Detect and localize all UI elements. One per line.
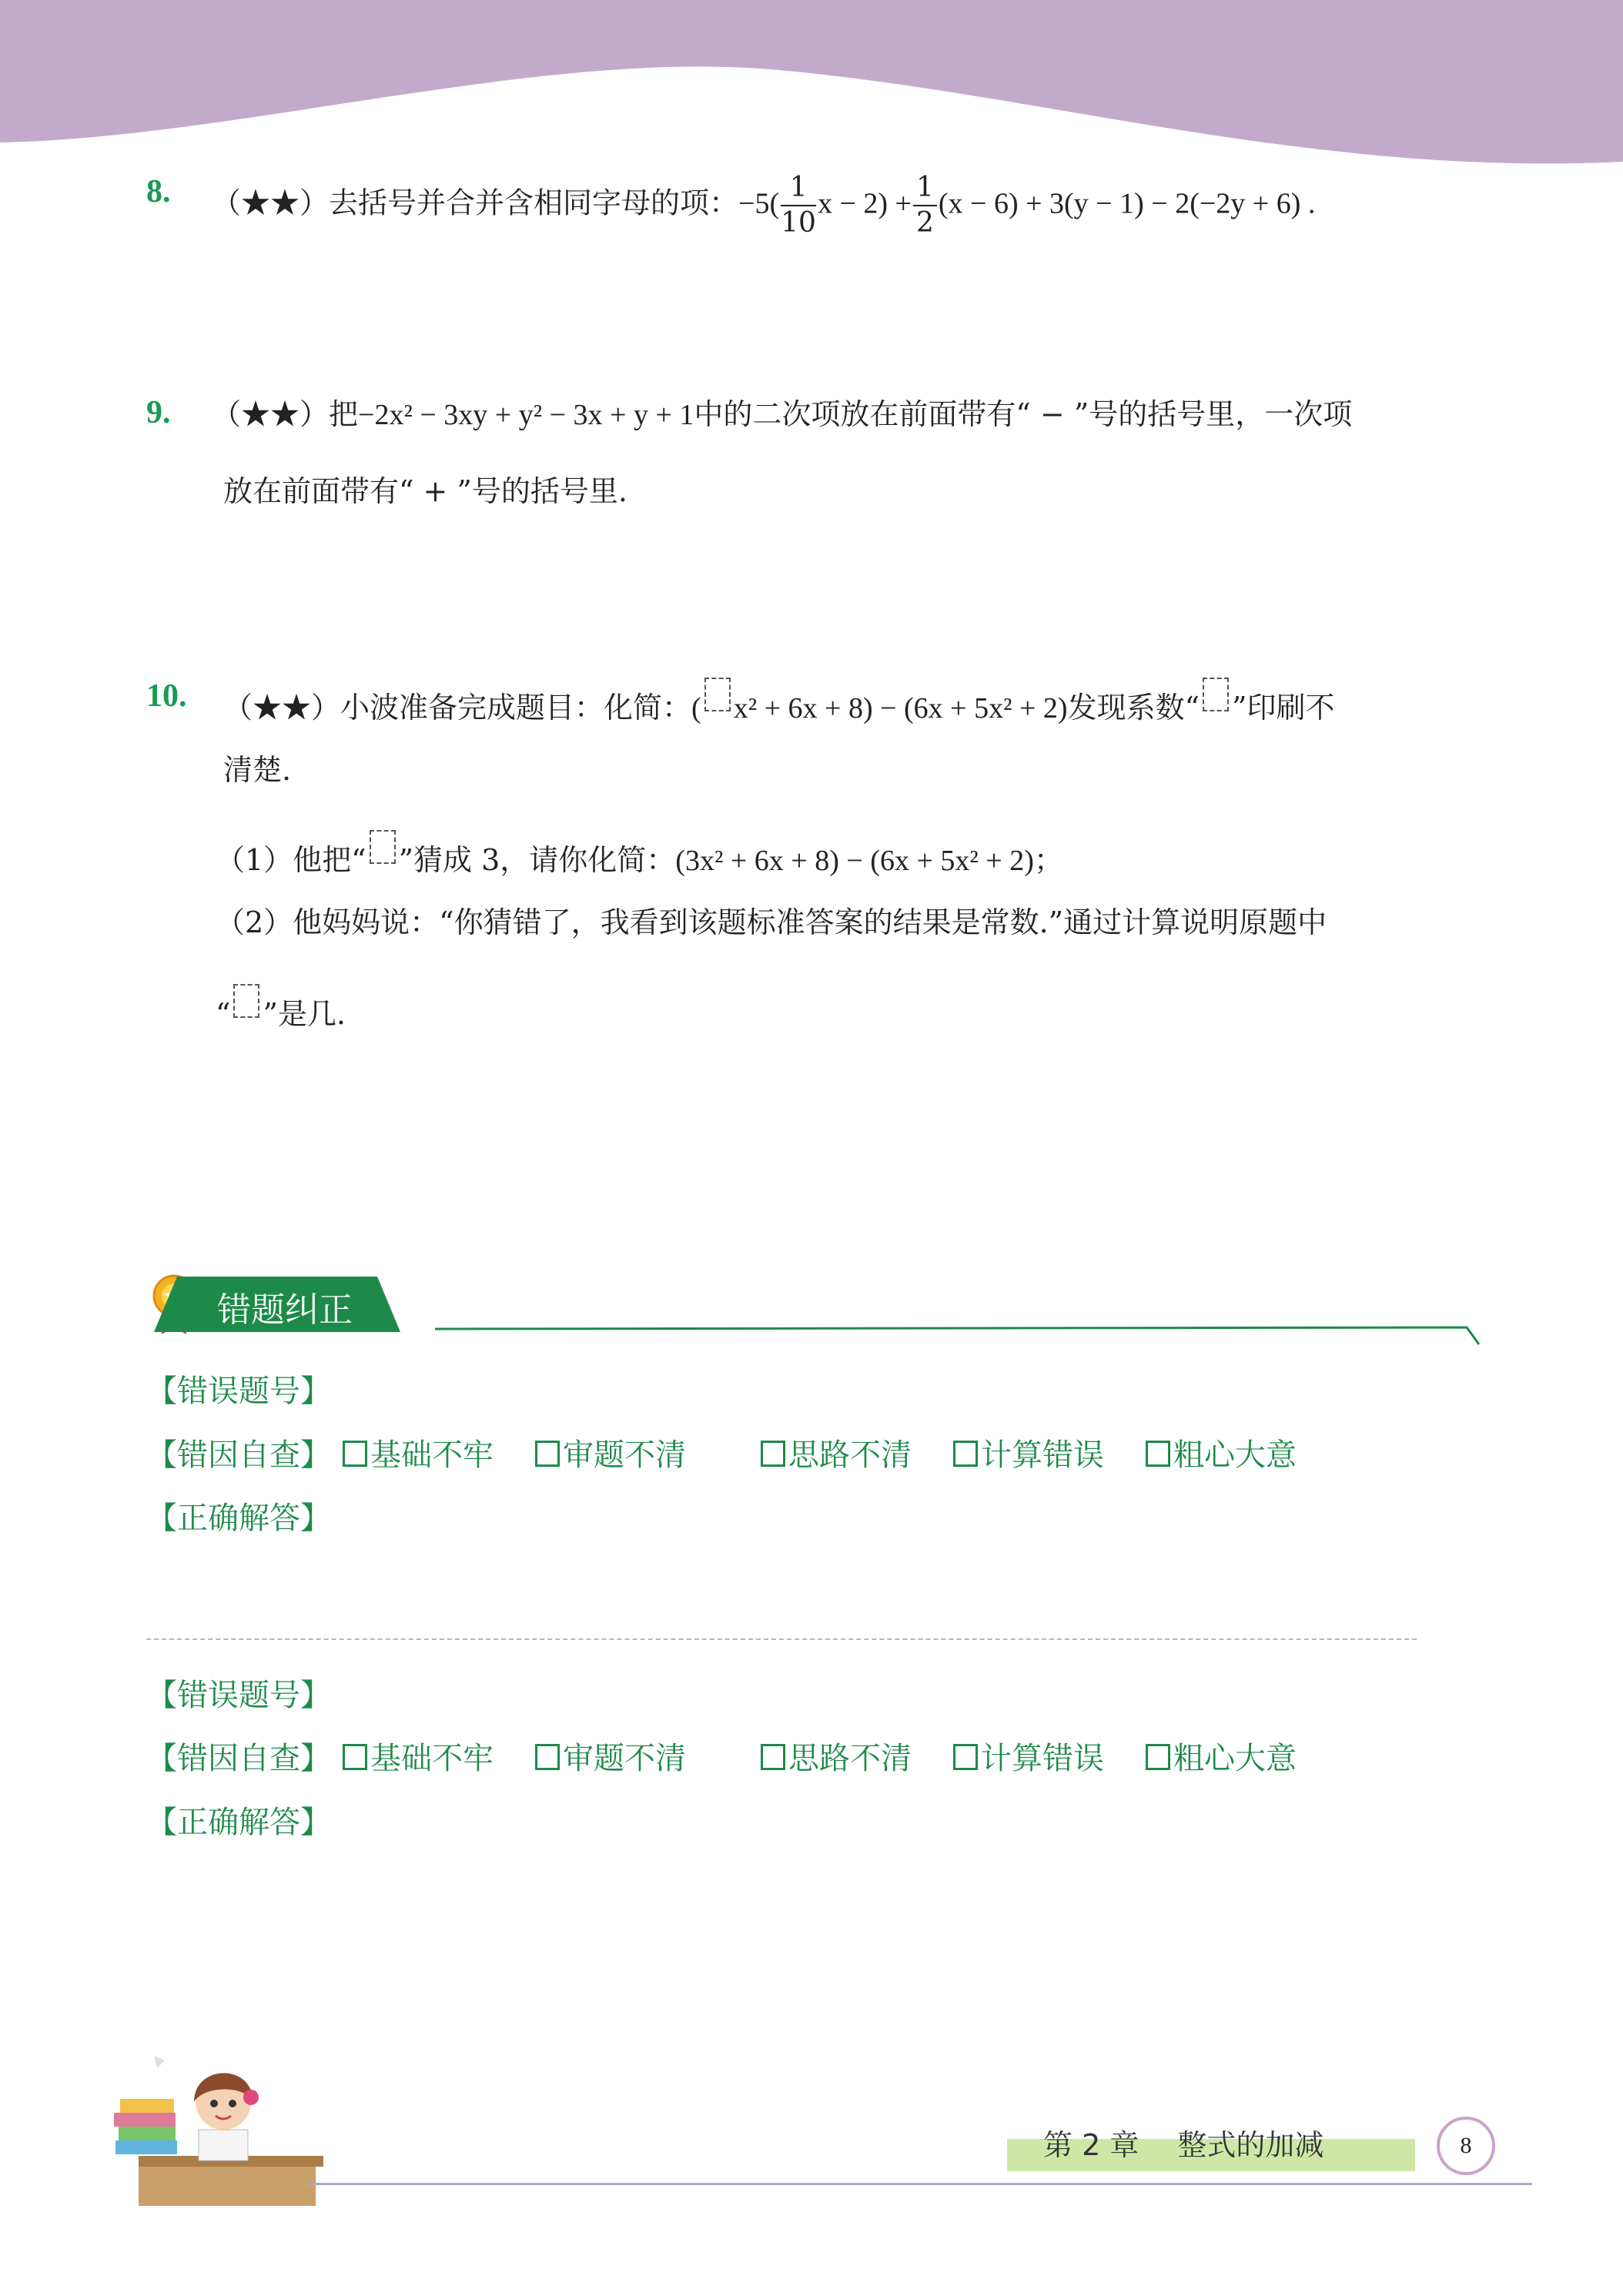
question-9-expr: −2x² − 3xy + y² − 3x + y + 1 — [358, 399, 694, 431]
blank-coefficient-box — [370, 830, 396, 864]
wrong-question-number-label: 【错误题号】 — [146, 1678, 331, 1713]
question-9-text-2: 中的二次项放在前面带有“ − ”号的括号里，一次项 — [694, 397, 1353, 431]
wrong-question-number-label: 【错误题号】 — [146, 1374, 331, 1409]
correct-answer-label: 【正确解答】 — [146, 1501, 331, 1536]
question-9-line-2: 放在前面带有“ + ”号的括号里. — [223, 474, 627, 508]
question-10-number: 10. — [146, 678, 187, 714]
footer-rule — [308, 2183, 1532, 2185]
option-weak-basics[interactable]: 基础不牢 — [343, 1734, 494, 1778]
question-10-line-1 — [223, 678, 1334, 728]
option-weak-basics[interactable]: 基础不牢 — [343, 1431, 494, 1474]
option-calculation-error[interactable]: 计算错误 — [953, 1431, 1104, 1474]
option-misread-question[interactable]: 审题不清 — [535, 1734, 686, 1778]
question-10-part-1-end: ； — [1033, 843, 1063, 877]
fraction-1-over-2: $\frac{1}{2}$ — [913, 171, 937, 240]
dashed-separator — [146, 1638, 1417, 1640]
checkbox[interactable] — [535, 1744, 560, 1770]
checkbox[interactable] — [1146, 1441, 1170, 1467]
checkbox[interactable] — [1146, 1744, 1170, 1770]
question-10-part-2-line-2 — [216, 984, 346, 1034]
checkbox[interactable] — [761, 1744, 785, 1770]
checkbox[interactable] — [761, 1441, 785, 1467]
correct-answer-label: 【正确解答】 — [146, 1805, 331, 1840]
option-careless[interactable]: 粗心大意 — [1146, 1734, 1297, 1778]
error-reason-label: 【错因自查】 — [146, 1438, 331, 1473]
question-10-text-1: 小波准备完成题目：化简： — [340, 691, 692, 725]
checkbox[interactable] — [343, 1441, 367, 1467]
page-number: 8 — [1437, 2117, 1495, 2175]
question-10-part-1-expr: (3x² + 6x + 8) − (6x + 5x² + 2) — [675, 845, 1034, 877]
option-careless[interactable]: 粗心大意 — [1146, 1431, 1297, 1474]
question-8 — [212, 171, 1315, 240]
error-reason-row — [146, 1734, 1347, 1776]
question-10-part-2-text: ”是几. — [263, 997, 346, 1031]
section-divider-line — [435, 1323, 1482, 1350]
blank-coefficient-box — [233, 984, 259, 1018]
question-10-part-2-quote: “ — [216, 997, 231, 1031]
correction-section-title: 错题纠正 — [217, 1290, 353, 1330]
question-10-expr: x² + 6x + 8) − (6x + 5x² + 2) — [733, 692, 1068, 725]
question-10-text-2: 发现系数“ — [1067, 691, 1200, 725]
question-8-expr-part2: x − 2) + — [817, 187, 912, 220]
option-misread-question[interactable]: 审题不清 — [535, 1431, 686, 1474]
question-10-expr-open: ( — [691, 692, 701, 725]
question-10-text-3: ”印刷不 — [1232, 691, 1335, 725]
option-unclear-thinking[interactable]: 思路不清 — [761, 1734, 912, 1778]
question-8-stars: （★★） — [212, 186, 330, 220]
question-9-text-1: 把 — [329, 397, 359, 431]
question-8-text: 去括号并合并含相同字母的项： — [329, 186, 739, 220]
checkbox[interactable] — [535, 1441, 560, 1467]
question-10-part-1-text-a: （1）他把“ — [216, 843, 366, 877]
question-10-part-1-text-b: ”猜成 3，请你化简： — [398, 843, 676, 877]
blank-coefficient-box — [1203, 678, 1229, 711]
option-unclear-thinking[interactable]: 思路不清 — [761, 1431, 912, 1474]
question-8-expr-part1: −5( — [738, 187, 780, 220]
footer-chapter-title: 第 2 章 整式的加减 — [1043, 2128, 1324, 2162]
question-9-number: 9. — [146, 395, 171, 430]
fraction-1-over-10: $\frac{1}{10}$ — [781, 172, 816, 239]
question-9-stars: （★★） — [212, 397, 330, 431]
student-reading-illustration — [108, 2048, 323, 2210]
question-9-line-1 — [212, 394, 1352, 435]
question-10-stars: （★★） — [223, 691, 341, 725]
checkbox[interactable] — [953, 1744, 978, 1770]
checkbox[interactable] — [343, 1744, 367, 1770]
header-wave — [0, 0, 1623, 177]
question-10-part-2-line-1: （2）他妈妈说：“你猜错了，我看到该题标准答案的结果是常数.”通过计算说明原题中 — [216, 905, 1327, 939]
error-reason-label: 【错因自查】 — [146, 1741, 331, 1776]
blank-coefficient-box — [704, 678, 731, 711]
error-reason-row — [146, 1431, 1347, 1473]
checkbox[interactable] — [953, 1441, 978, 1467]
question-8-expr-part3: (x − 6) + 3(y − 1) − 2(−2y + 6) . — [938, 187, 1316, 220]
question-10-line-2: 清楚. — [223, 753, 292, 787]
option-calculation-error[interactable]: 计算错误 — [953, 1734, 1104, 1778]
question-10-part-1 — [216, 830, 1063, 881]
question-8-number: 8. — [146, 174, 171, 209]
